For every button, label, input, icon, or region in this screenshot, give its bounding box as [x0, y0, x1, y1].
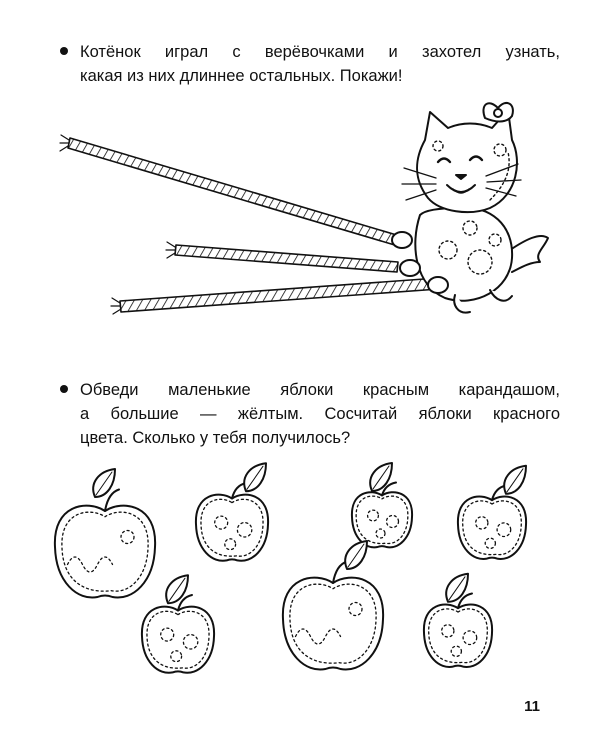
small-apple[interactable] — [424, 574, 492, 667]
small-apple[interactable] — [458, 466, 526, 559]
rope-middle[interactable] — [166, 242, 398, 272]
task-2-line-3: цвета. Сколько у тебя получилось? — [80, 429, 351, 447]
small-apple[interactable] — [196, 463, 268, 561]
task-1-line-2: какая из них длиннее остальных. Покажи! — [80, 67, 403, 85]
page-number: 11 — [524, 698, 540, 715]
task-1-line-1: Котёнок играл с верёвочками и захотел узнать, — [80, 43, 560, 61]
big-apple[interactable] — [283, 541, 383, 670]
task-2-line-1: Обведи маленькие яблоки красным карандашом, — [80, 381, 560, 399]
rope-top[interactable] — [60, 135, 400, 246]
rope-bottom[interactable] — [111, 278, 439, 314]
big-apple[interactable] — [55, 469, 155, 598]
task-2-line-2: а большие — жёлтым. Сосчитай яблоки красного — [80, 405, 560, 423]
small-apple[interactable] — [352, 463, 412, 547]
small-apple[interactable] — [142, 575, 214, 673]
apples-group — [55, 463, 526, 673]
